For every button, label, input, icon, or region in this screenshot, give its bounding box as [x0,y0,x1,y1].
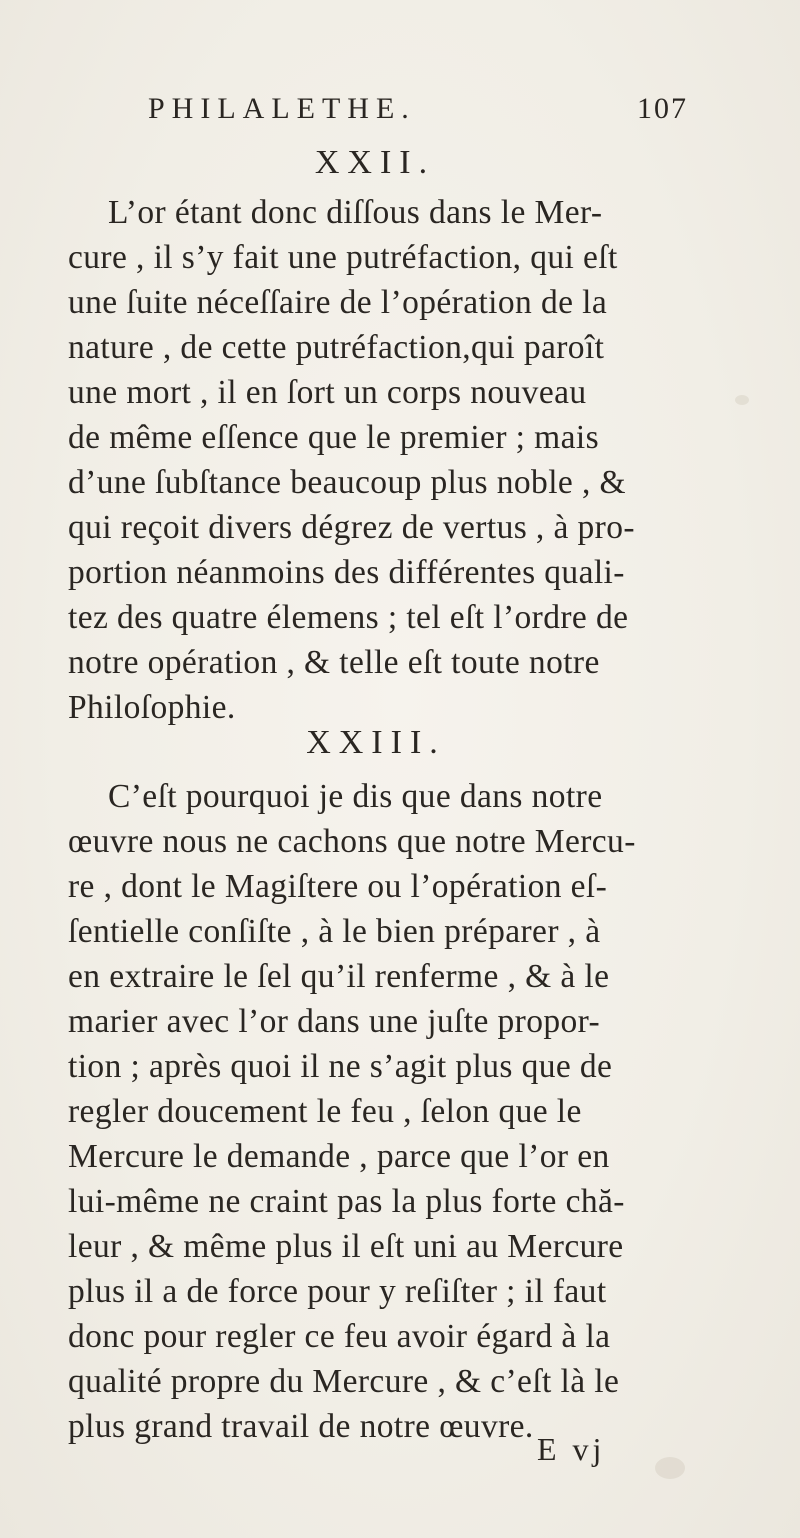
text-line: plus grand travail de notre œuvre. [68,1408,534,1445]
section-number: XXIII. [306,724,446,761]
text-line: regler doucement le feu , ſelon que le [68,1093,582,1130]
catchword: E vj [537,1431,606,1467]
text-line: marier avec l’or dans une juſte propor- [68,1003,601,1040]
text-line: une mort , il en ſort un corps nouveau [68,374,587,411]
text-line: qualité propre du Mercure , & c’eſt là le [68,1363,620,1400]
paper-speck [655,1457,685,1479]
text-line: lui-même ne craint pas la plus forte chă- [68,1183,625,1220]
text-line: de même eſſence que le premier ; mais [68,419,600,456]
text-line: ſentielle conſiſte , à le bien préparer , à [68,913,601,950]
text-line: leur , & même plus il eſt uni au Mercure [68,1228,624,1265]
text-line: re , dont le Magiſtere ou l’opération eſ- [68,868,608,905]
text-line: C’eſt pourquoi je dis que dans notre [108,778,603,815]
section-number: XXII. [314,144,436,181]
text-line: plus il a de force pour y reſiſter ; il faut [68,1273,607,1310]
running-title: PHILALETHE. [148,92,416,125]
running-head [148,92,688,136]
page-number: 107 [637,92,688,125]
text-line: nature , de cette putréfaction,qui paroît [68,329,605,366]
text-line: en extraire le ſel qu’il renferme , & à le [68,958,610,995]
text-line: L’or étant donc diſſous dans le Mer- [108,194,603,231]
text-line: œuvre nous ne cachons que notre Mercu- [68,823,636,860]
text-line: tion ; après quoi il ne s’agit plus que de [68,1048,613,1085]
text-line: qui reçoit divers dégrez de vertus , à pro- [68,509,635,546]
text-line: donc pour regler ce feu avoir égard à la [68,1318,611,1355]
text-line: Philoſophie. [68,689,236,726]
text-line: notre opération , & telle eſt toute notre [68,644,600,681]
paper-speck [735,395,749,405]
text-line: tez des quatre élemens ; tel eſt l’ordre de [68,599,629,636]
text-line: cure , il s’y fait une putréfaction, qui eſt [68,239,618,276]
text-line: une ſuite néceſſaire de l’opération de la [68,284,608,321]
text-line: portion néanmoins des différentes quali- [68,554,625,591]
text-line: d’une ſubſtance beaucoup plus noble , & [68,464,626,501]
text-line: Mercure le demande , parce que l’or en [68,1138,610,1175]
